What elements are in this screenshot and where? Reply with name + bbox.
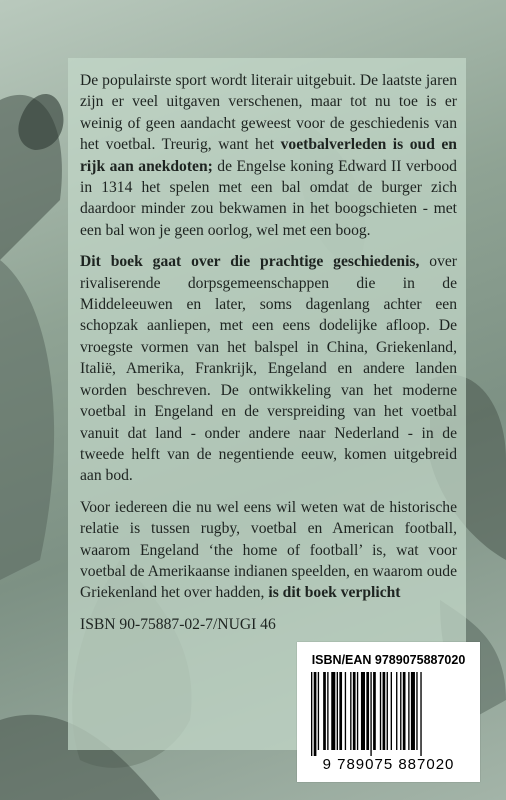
isbn-nugi-line: ISBN 90-75887-02-7/NUGI 46 <box>80 615 276 633</box>
barcode-bar <box>408 672 409 750</box>
barcode-bar <box>380 672 381 750</box>
barcode-bar <box>314 672 317 756</box>
blurb-paragraph-1-bold: voetbalverleden is oud en rijk aan anekdoten; <box>80 136 457 175</box>
barcode-bar <box>311 672 312 756</box>
barcode-bar <box>387 672 388 750</box>
blurb-paragraph-2-text: over rivaliserende dorpsgemeenschappen die in de Middeleeuwen en later, soms dagenlang achter een schopzak aanliepen, met een eens dodelijke afloop. De vroegste vormen van het balspel in China, Griekenland, Italië, Amerika, Frankrijk, Engeland en andere landen worden beschreven. De ontwikkeling van het moderne voetbal in Engeland en de verspreiding van het voetbal vanuit dat land - onder andere naar Nederland - in de tweede helft van de negentiende eeuw, komen uitgebreid aan bod. <box>80 253 457 485</box>
barcode-bar <box>373 672 376 750</box>
barcode-bar <box>416 672 417 750</box>
barcode-bar <box>366 672 369 750</box>
barcode-bar <box>337 672 338 750</box>
blurb-paragraph-3-text-cont2: hadden, <box>215 584 269 602</box>
isbn-ean-label: ISBN/EAN 9789075887020 <box>311 653 466 667</box>
blurb-paragraph-2 <box>80 251 457 486</box>
barcode-bar <box>391 672 392 750</box>
barcode-bar <box>383 672 386 750</box>
barcode-bar <box>350 672 351 750</box>
barcode-bar <box>353 672 356 750</box>
blurb-paragraph-3-text: Voor iedereen die nu wel eens wil weten wat de historische relatie is tussen rugby, voetbal en American football, waarom Engeland ‘the home of football’ is, wat voor voetbal de Amerikaanse indianen speelden, en waarom <box>80 498 457 580</box>
barcode-digits: 9 789075 887020 <box>322 756 455 773</box>
barcode-bar <box>361 672 365 750</box>
blurb-paragraph-3 <box>80 497 457 604</box>
blurb-paragraph-3-bold: is dit boek verplicht <box>268 584 401 602</box>
blurb-paragraph-2-bold: Dit boek gaat over die prachtige geschiedenis, <box>80 253 420 271</box>
barcode-bar <box>339 672 342 750</box>
barcode-bar <box>400 672 401 750</box>
barcode-bar <box>327 672 328 750</box>
barcode-bar <box>396 672 397 750</box>
barcode-bar <box>357 672 358 750</box>
barcode-bar <box>403 672 406 750</box>
barcode-bar <box>345 672 346 750</box>
barcode-bars <box>309 672 469 756</box>
barcode-bar <box>323 672 326 750</box>
blurb-paragraph-1-text-end: de Engelse koning Edward II verbood in 1314 het spelen met een bal omdat de burger zich daardoor minder zou bekwamen in het boogschieten - met een bal won je geen oorlog, wel met een boog. <box>80 157 457 239</box>
barcode-bar <box>331 672 335 750</box>
barcode-bar <box>370 672 371 756</box>
barcode-sticker <box>297 642 480 782</box>
barcode-bar <box>318 672 319 750</box>
blurb-paragraph-1 <box>80 70 457 241</box>
barcode-bar <box>420 672 421 756</box>
blurb-text <box>80 70 457 635</box>
barcode-bar <box>411 672 415 750</box>
blurb-paragraph-3-text-cont: oude Griekenland het over <box>80 562 457 602</box>
blurb-paragraph-1-text: De populairste sport wordt literair uitgebuit. De laatste jaren zijn er veel uitgaven verschenen, maar tot nu toe is er weinig of geen aandacht geweest voor de geschiedenis van het voetbal. Treurig, want het <box>80 72 457 154</box>
